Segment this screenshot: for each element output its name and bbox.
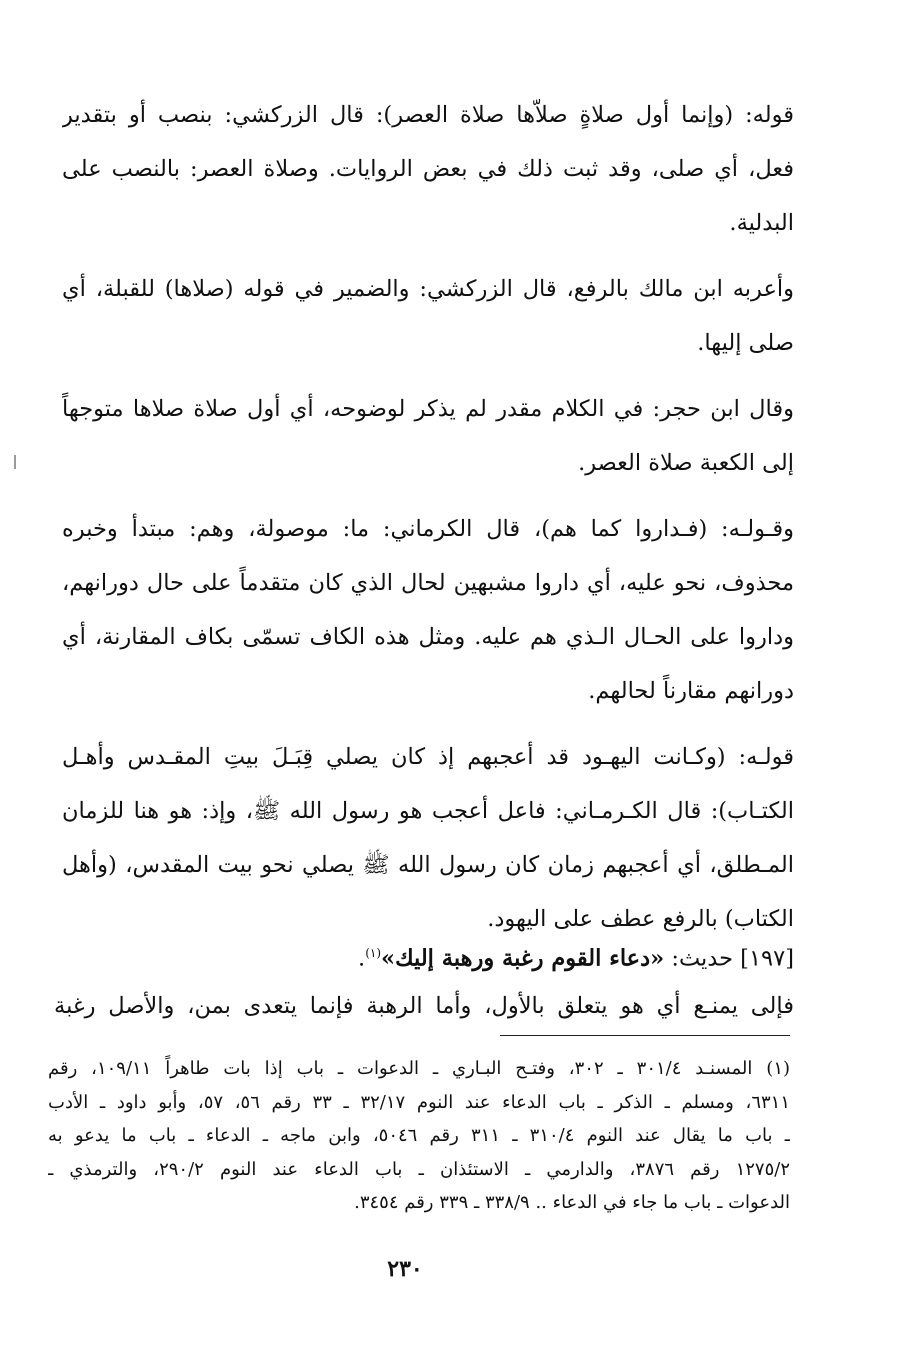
text-line: وقال ابن حجر: في الكلام مقدر لم يذكر لوضوحه، أي أول صلاة صلاها متوجهاً	[62, 396, 794, 422]
footnote-line: ١٢٧٥/٢ رقم ٣٨٧٦، والدارمي ـ الاستئذان ـ باب الدعاء عند النوم ٢٩٠/٢، والترمذي ـ	[48, 1158, 790, 1180]
footnote-line: ـ باب ما يقال عند النوم ٣١٠/٤ ـ ٣١١ رقم ٥٠٤٦، وابن ماجه ـ الدعاء ـ باب ما يدعو به	[48, 1125, 790, 1146]
footnote-block	[48, 1052, 790, 1220]
text-line: قولـه: (وكـانت اليهـود قد أعجبهم إذ كان يصلي قِبَـلَ بيتِ المقـدس وأهـل	[62, 744, 794, 770]
hadith-heading	[62, 938, 794, 974]
paragraph-ibn-malik	[62, 262, 794, 370]
margin-mark	[14, 455, 16, 469]
text-line: وأعربه ابن مالك بالرفع، قال الزركشي: والضمير في قوله (صلاها) للقبلة، أي	[62, 276, 794, 302]
footnote-line: ٦٣١١، ومسلم ـ الذكر ـ باب الدعاء عند النوم ٣٢/١٧ ـ ٣٣ رقم ٥٦، ٥٧، وأبو داود ـ الأدب	[48, 1091, 790, 1113]
text-line: البدلية.	[729, 210, 794, 236]
page-body	[62, 88, 794, 958]
hadith-number: [١٩٧]	[740, 945, 794, 972]
text-line: محذوف، نحو عليه، أي داروا مشبهين لحال الذي كان متقدماً على حال دورانهم،	[62, 570, 794, 596]
footnote-divider	[500, 1035, 790, 1036]
text-line: الكتاب) بالرفع عطف على اليهود.	[487, 906, 794, 932]
paragraph-zarkashi	[62, 88, 794, 250]
text-line: وقـولـه: (فـداروا كما هم)، قال الكرماني: ما: موصولة، وهم: مبتدأ وخبره	[62, 516, 794, 542]
text-line: المـطلق، أي أعجبهم زمان كان رسول الله ﷺ يصلي نحو بيت المقدس، (وأهل	[62, 852, 794, 878]
paragraph-kirmani-2	[62, 730, 794, 946]
text-line: فعل، أي صلى، وقد ثبت ذلك في بعض الروايات. وصلاة العصر: بالنصب على	[62, 156, 794, 182]
hadith-label: حديث:	[671, 945, 734, 972]
footnote-line: (١) المسنـد ٣٠١/٤ ـ ٣٠٢، وفتـح البـاري ـ الدعوات ـ باب إذا بات طاهراً ١٠٩/١١، رقم	[48, 1058, 790, 1079]
text-line: قوله: (وإنما أول صلاةٍ صلاّها صلاة العصر): قال الزركشي: بنصب أو بتقدير	[62, 102, 794, 128]
footnote-reference: (١)	[365, 946, 382, 960]
paragraph-kirmani-1	[62, 502, 794, 718]
text-line: دورانهم مقارناً لحالهم.	[588, 678, 794, 704]
hadith-text: «دعاء القوم رغبة ورهبة إليك»	[381, 945, 665, 972]
paragraph-ibn-hajar	[62, 382, 794, 490]
hadith-end: .	[358, 945, 366, 972]
text-line: الكتـاب): قال الكـرمـاني: فاعل أعجب هو رسول الله ﷺ، وإذ: هو هنا للزمان	[62, 798, 794, 824]
footnote-line: الدعوات ـ باب ما جاء في الدعاء .. ٣٣٨/٩ ـ ٣٣٩ رقم ٣٤٥٤.	[354, 1192, 790, 1213]
continuation-line: فإلى يمنـع أي هو يتعلق بالأول، وأما الرهبة فإنما يتعدى بمن، والأصل رغبة	[54, 993, 794, 1019]
text-line: وداروا على الحـال الـذي هم عليه. ومثل هذه الكاف تسمّى بكاف المقارنة، أي	[62, 624, 794, 650]
text-line: صلى إليها.	[697, 330, 794, 356]
text-line: إلى الكعبة صلاة العصر.	[578, 450, 794, 476]
page-number: ٢٣٠	[387, 1256, 423, 1282]
